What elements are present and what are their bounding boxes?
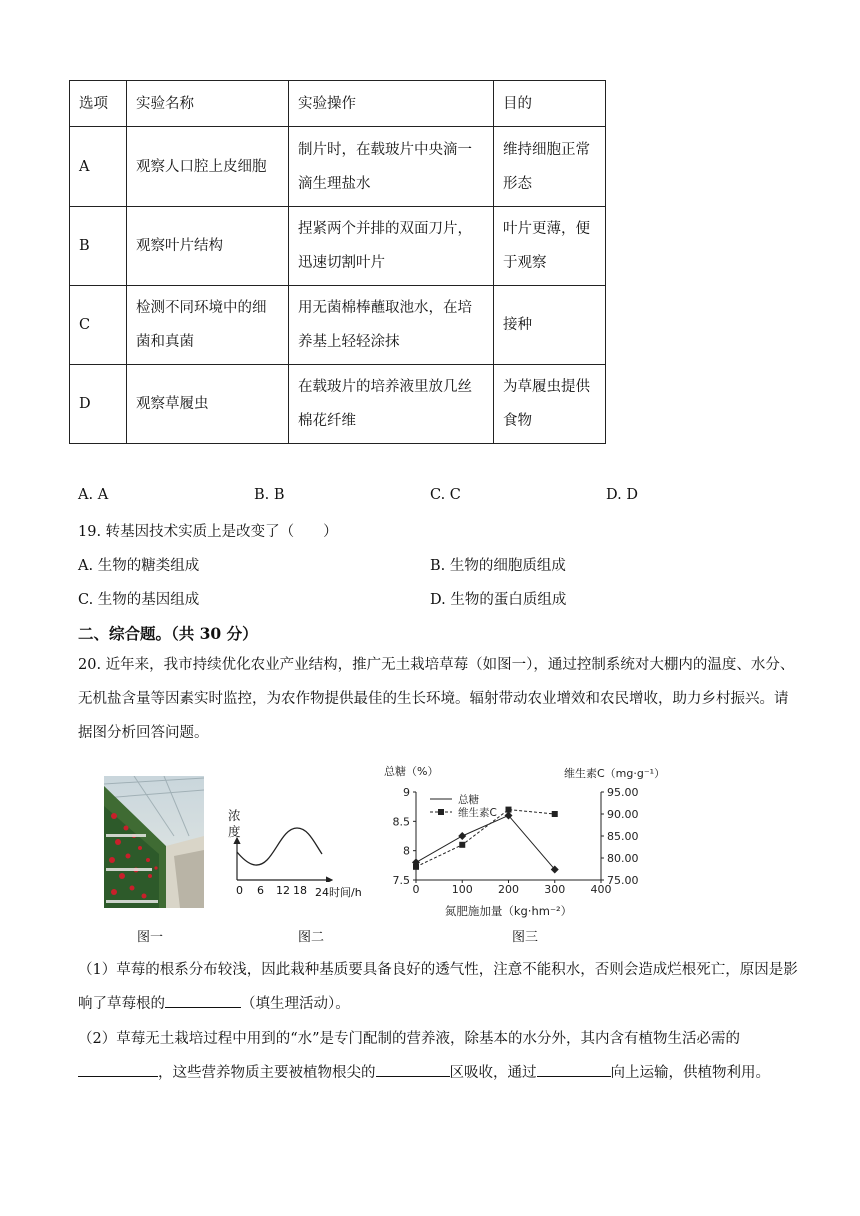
left-tick-label: 8.5: [392, 815, 410, 829]
fig3-caption: 图三: [512, 930, 539, 945]
cell-name: 观察人口腔上皮细胞: [127, 127, 289, 207]
q19-option-a: A. 生物的糖类组成: [78, 558, 200, 574]
fig2-x-tick: 18: [293, 884, 307, 897]
fig1-caption: 图一: [137, 930, 164, 945]
data-point-total-sugar: [458, 832, 466, 840]
q20-intro: 20. 近年来，我市持续优化农业产业结构，推广无土栽培草莓（如图一），通过控制系统对大棚内的温度、水分、无机盐含量等因素实时监控，为农作物提供最佳的生长环境。辐射带动农业增效和农民增收，助力乡村振兴。请据图分析回答问题。: [78, 657, 795, 741]
q20-part1-text-b: （填生理活动）。: [241, 996, 350, 1012]
q20-part2-text-a: （2）草莓无土栽培过程中用到的“水”是专门配制的营养液，除基本的水分外，其内含有植物生活必需的: [78, 1031, 741, 1047]
q20-part2-text-d: 向上运输，供植物利用。: [610, 1065, 770, 1081]
strawberry-greenhouse-photo: [104, 776, 204, 908]
data-point-vitamin-c: [459, 842, 465, 848]
x-tick-label: 400: [590, 883, 612, 896]
table-row: [70, 207, 606, 286]
q19-option-d: D. 生物的蛋白质组成: [430, 592, 567, 608]
series-line-total-sugar: [416, 815, 555, 869]
cell-option: B: [70, 207, 127, 286]
q20-part1: [78, 953, 798, 1021]
cell-name: 观察草履虫: [127, 365, 289, 444]
fig2-caption: 图二: [298, 930, 325, 945]
answer-blank[interactable]: [78, 1058, 158, 1077]
section-title: 二、综合题。（共 30 分）: [78, 624, 258, 643]
cell-purpose: 接种: [494, 286, 606, 365]
x-axis-label: 氮肥施加量（kg·hm⁻²）: [444, 904, 573, 918]
left-tick-label: 9: [403, 786, 410, 799]
left-tick-label: 8: [403, 844, 410, 858]
header-cell: 选项: [70, 81, 127, 127]
q18-option-c: C. C: [430, 487, 461, 503]
fig2-x-tick: 6: [257, 884, 264, 897]
cell-purpose: 叶片更薄，便于观察: [494, 207, 606, 286]
right-tick-label: 85.00: [607, 830, 639, 843]
x-tick-label: 200: [498, 883, 519, 896]
header-cell: 目的: [494, 81, 606, 127]
right-tick-label: 90.00: [607, 808, 639, 821]
right-axis-label: 维生素C（mg·g⁻¹）: [564, 767, 666, 780]
q19-option-c: C. 生物的基因组成: [78, 592, 200, 608]
cell-name: 观察叶片结构: [127, 207, 289, 286]
fig2-x-label: 时间/h: [329, 886, 362, 899]
legend-label-total-sugar: 总糖: [458, 794, 479, 806]
x-tick-label: 0: [412, 883, 420, 896]
right-tick-label: 95.00: [607, 786, 639, 799]
figure-3-chart: [380, 760, 680, 922]
answer-blank[interactable]: [537, 1058, 611, 1077]
fig2-x-tick: 0: [236, 884, 243, 897]
q18-option-b: B. B: [254, 487, 285, 503]
cell-operation: 用无菌棉棒蘸取池水，在培养基上轻轻涂抹: [289, 286, 494, 365]
answer-blank[interactable]: [376, 1058, 450, 1077]
data-point-vitamin-c: [506, 807, 512, 813]
figure-2-concentration-curve: [222, 802, 372, 882]
fig2-x-tick: 12: [276, 884, 290, 897]
table-row: [70, 286, 606, 365]
right-tick-label: 75.00: [607, 874, 639, 887]
table-row: [70, 365, 606, 444]
left-axis-label: 总糖（%）: [384, 765, 439, 778]
right-tick-label: 80.00: [607, 852, 639, 865]
cell-purpose: 为草履虫提供食物: [494, 365, 606, 444]
cell-option: D: [70, 365, 127, 444]
legend-marker-vitamin-c: [438, 809, 444, 815]
q19-stem: 19. 转基因技术实质上是改变了（ ）: [78, 524, 338, 540]
header-cell: 实验操作: [289, 81, 494, 127]
fig2-y-label: 浓度: [228, 808, 241, 839]
q18-option-d: D. D: [606, 487, 638, 503]
q20-part1-text-a: （1）草莓的根系分布较浅，因此栽种基质要具备良好的透气性，注意不能积水，否则会造成烂根死亡，原因是影响了草莓根的: [78, 962, 798, 1012]
cell-option: C: [70, 286, 127, 365]
fig2-x-tick: 24: [315, 886, 329, 899]
cell-operation: 捏紧两个并排的双面刀片，迅速切割叶片: [289, 207, 494, 286]
x-tick-label: 300: [544, 883, 566, 896]
legend-label-vitamin-c: 维生素C: [458, 807, 497, 819]
answer-blank[interactable]: [165, 989, 241, 1008]
left-tick-label: 7.5: [392, 874, 410, 887]
header-cell: 实验名称: [127, 81, 289, 127]
experiment-table: [69, 80, 606, 444]
cell-operation: 制片时，在载玻片中央滴一滴生理盐水: [289, 127, 494, 207]
cell-operation: 在载玻片的培养液里放几丝棉花纤维: [289, 365, 494, 444]
cell-name: 检测不同环境中的细菌和真菌: [127, 286, 289, 365]
q20-part2: [78, 1022, 793, 1090]
q20-part2-text-c: 区吸收，通过: [449, 1065, 537, 1081]
x-tick-label: 100: [451, 883, 473, 896]
q19-option-b: B. 生物的细胞质组成: [430, 558, 566, 574]
q18-option-a: A. A: [78, 487, 109, 503]
cell-purpose: 维持细胞正常形态: [494, 127, 606, 207]
table-header-row: [70, 81, 606, 127]
table-row: [70, 127, 606, 207]
q20-part2-text-b: ，这些营养物质主要被植物根尖的: [158, 1065, 376, 1081]
fig2-curve: [237, 828, 322, 865]
cell-option: A: [70, 127, 127, 207]
data-point-vitamin-c: [552, 811, 558, 817]
data-point-vitamin-c: [413, 864, 419, 870]
